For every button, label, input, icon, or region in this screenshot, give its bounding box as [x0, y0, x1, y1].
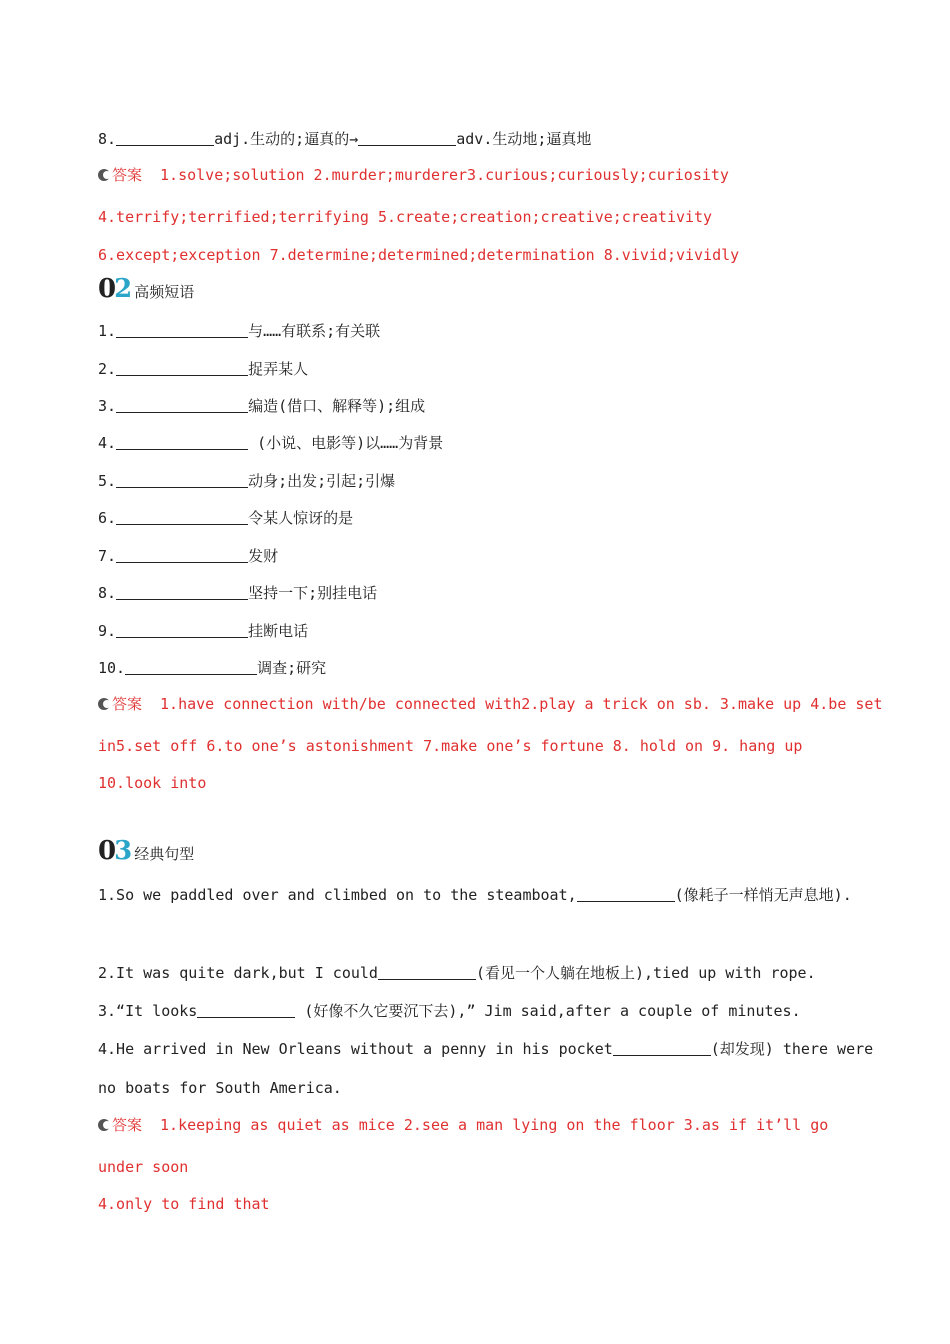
answer-icon: [98, 698, 110, 710]
answer-blank: [378, 965, 476, 980]
sentence-text: (却发现) there were: [710, 1040, 874, 1058]
phrase-item: [98, 620, 308, 641]
phrase-item: [98, 582, 377, 603]
sentence-text: (好像不久它要沉下去),” Jim said,after a couple of minutes.: [295, 1002, 801, 1020]
item-text: adj.生动的;逼真的→: [214, 130, 359, 148]
answer-icon: [98, 1119, 110, 1131]
section-heading-phrases: [98, 274, 194, 304]
sentence-continuation: no boats for South America.: [98, 1079, 342, 1097]
answer-blank: [116, 473, 248, 488]
item-text: 动身;出发;引起;引爆: [248, 472, 396, 490]
item-text: 令某人惊讶的是: [248, 509, 354, 527]
answer-blank: [577, 887, 675, 902]
item-number: 6.: [98, 509, 117, 527]
answer-blank: [613, 1041, 711, 1056]
answer-label: 答案: [112, 166, 143, 184]
answer-label: 答案: [112, 1116, 143, 1134]
sentence-item: [98, 962, 816, 983]
answer-blank: [116, 323, 248, 338]
sentence-item: [98, 1000, 801, 1021]
sentence-item: [98, 884, 852, 905]
answer-line: 6.except;exception 7.determine;determined;determination 8.vivid;vividly: [98, 246, 740, 264]
item-number: 4.: [98, 434, 117, 452]
sentence-text: 2.It was quite dark,but I could: [98, 964, 378, 982]
item-number: 9.: [98, 622, 117, 640]
answer-blank: [116, 623, 248, 638]
answer-text: 1.solve;solution 2.murder;murderer3.curious;curiously;curiosity: [160, 166, 729, 184]
item-text: 坚持一下;别挂电话: [248, 584, 378, 602]
section-number-digit: 3: [114, 836, 133, 866]
answer-text: 1.have connection with/be connected with2.play a trick on sb. 3.make up 4.be set: [160, 695, 883, 713]
section-title: 高频短语: [134, 283, 195, 301]
item-number: 1.: [98, 322, 117, 340]
answer-line: 10.look into: [98, 774, 207, 792]
item-text: 调查;研究: [257, 659, 327, 677]
item-number: 8.: [98, 584, 117, 602]
section-number-digit: 0: [98, 274, 115, 304]
sentence-text: 1.So we paddled over and climbed on to the steamboat,: [98, 886, 577, 904]
phrase-item: [98, 320, 380, 341]
phrase-item: [98, 432, 443, 453]
item-number: 7.: [98, 547, 117, 565]
answer-blank: [116, 510, 248, 525]
sentence-text: 3.“It looks: [98, 1002, 198, 1020]
section-title: 经典句型: [134, 845, 195, 863]
answer-blank: [116, 548, 248, 563]
item-number: 3.: [98, 397, 117, 415]
item-number: 8.: [98, 130, 117, 148]
answer-line: [98, 1114, 828, 1135]
sentence-text: 4.He arrived in New Orleans without a penny in his pocket: [98, 1040, 613, 1058]
item-number: 10.: [98, 659, 126, 677]
section-heading-sentences: [98, 836, 194, 866]
answer-blank: [116, 398, 248, 413]
answer-blank: [125, 660, 257, 675]
phrase-item: [98, 358, 308, 379]
phrase-item: [98, 545, 278, 566]
phrase-item: [98, 470, 395, 491]
phrase-item: [98, 657, 326, 678]
answer-line: under soon: [98, 1158, 189, 1176]
answer-line: [98, 164, 729, 185]
section-number-digit: 0: [98, 836, 115, 866]
answer-icon: [98, 169, 110, 181]
item-text: adv.生动地;逼真地: [456, 130, 592, 148]
answer-label: 答案: [112, 695, 143, 713]
item-number: 5.: [98, 472, 117, 490]
answer-blank: [197, 1003, 295, 1018]
answer-line: in5.set off 6.to one’s astonishment 7.make one’s fortune 8. hold on 9. hang up: [98, 737, 803, 755]
item-text: 发财: [248, 547, 279, 565]
item-number: 2.: [98, 360, 117, 378]
item-text: 挂断电话: [248, 622, 309, 640]
answer-blank: [116, 435, 248, 450]
item-text: (小说、电影等)以……为背景: [248, 434, 444, 452]
item-text: 捉弄某人: [248, 360, 309, 378]
answer-text: 1.keeping as quiet as mice 2.see a man lying on the floor 3.as if it’ll go: [160, 1116, 829, 1134]
answer-line: [98, 693, 882, 714]
answer-blank: [116, 585, 248, 600]
vocab-item-8: [98, 128, 591, 149]
answer-blank: [358, 131, 456, 146]
answer-blank: [116, 361, 248, 376]
answer-line: 4.terrify;terrified;terrifying 5.create;creation;creative;creativity: [98, 208, 713, 226]
sentence-text: (看见一个人躺在地板上),tied up with rope.: [475, 964, 816, 982]
section-number-digit: 2: [114, 274, 133, 304]
answer-line: 4.only to find that: [98, 1195, 270, 1213]
sentence-text: (像耗子一样悄无声息地).: [674, 886, 852, 904]
sentence-item: [98, 1038, 873, 1059]
item-text: 编造(借口、解释等);组成: [248, 397, 426, 415]
phrase-item: [98, 507, 353, 528]
item-text: 与……有联系;有关联: [248, 322, 381, 340]
phrase-item: [98, 395, 425, 416]
answer-blank: [116, 131, 214, 146]
